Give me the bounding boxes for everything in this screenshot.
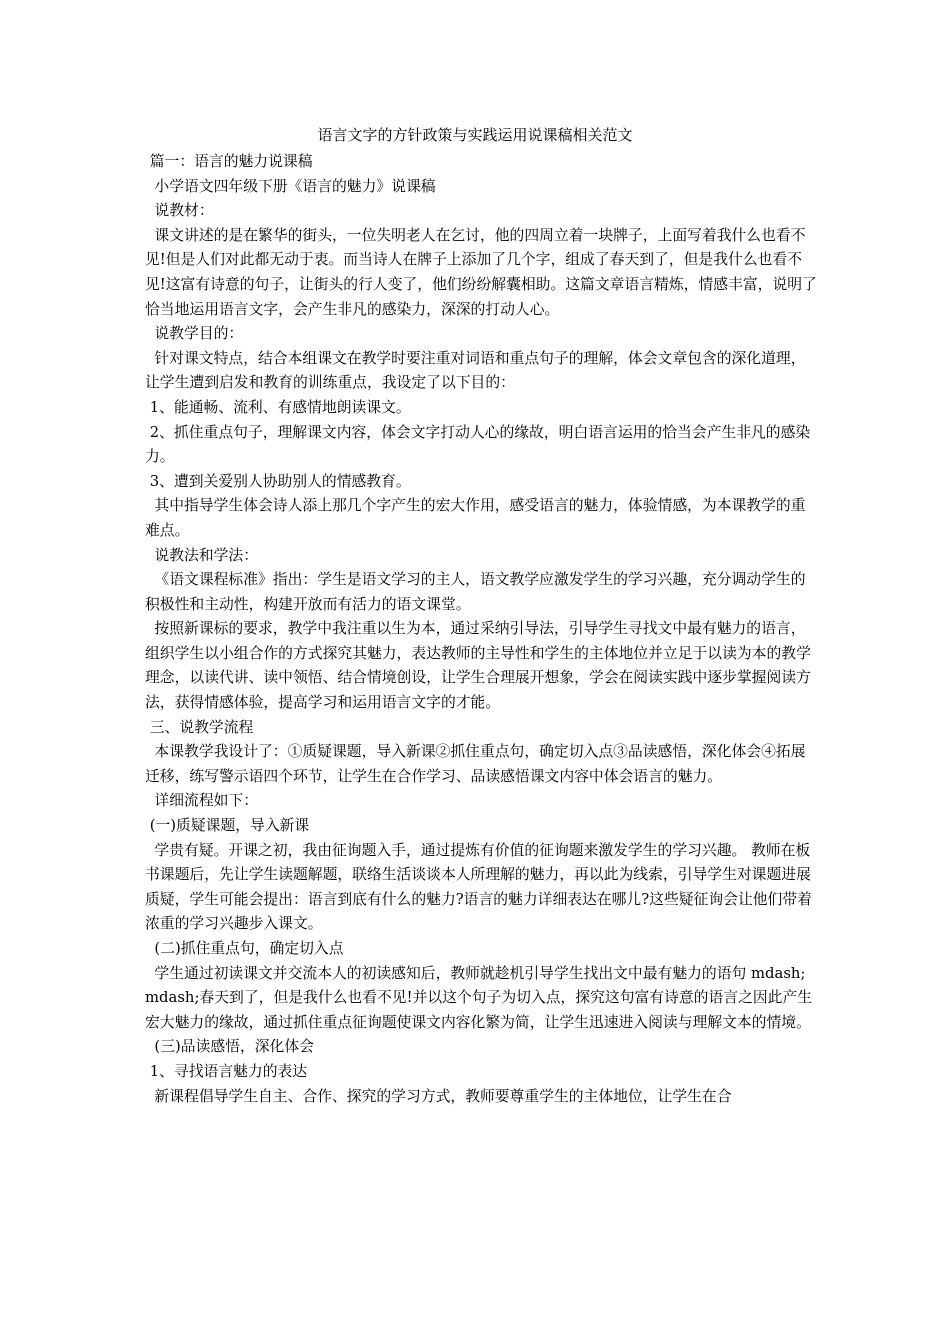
subsection-heading: (一)质疑课题，导入新课 — [145, 817, 310, 835]
paragraph: 针对课文特点，结合本组课文在教学时要注重对词语和重点句子的理解，体会文章包含的深化道理，让学生遭到启发和教育的训练重点，我设定了以下目的： — [145, 349, 806, 392]
paragraph: 详细流程如下： — [145, 792, 259, 810]
paragraph: 1、寻找语言魅力的表达 — [145, 1062, 308, 1080]
paragraph: 小学语文四年级下册《语言的魅力》说课稿 — [145, 177, 436, 195]
paragraph: 新课程倡导学生自主、合作、探究的学习方式，教师要尊重学生的主体地位，让学生在合 — [145, 1087, 732, 1105]
paragraph: 课文讲述的是在繁华的街头，一位失明老人在乞讨，他的四周立着一块牌子，上面写着我什么也看不见!但是人们对此都无动于衷。而当诗人在牌子上添加了几个字，组成了春天到了，但是我什么也看不见!这富有诗意的句子，让街头的行人变了，他们纷纷解囊相助。这篇文章语言精炼，情感丰富，说明了恰当地运用语言文字，会产生非凡的感染力，深深的打动人心。 — [145, 226, 817, 318]
paragraph: 说教材： — [145, 202, 214, 220]
paragraph: 学生通过初读课文并交流本人的初读感知后，教师就趁机引导学生找出文中最有魅力的语句 mdash;mdash;春天到了，但是我什么也看不见!并以这个句子为切入点，探究这句富有诗意的语言之因此产生宏大魅力的缘故，通过抓住重点征询题使课文内容化繁为简，让学生迅速进入阅读与理解文本的情境。 — [145, 964, 813, 1031]
paragraph: 说教学目的： — [145, 325, 244, 343]
paragraph: 说教法和学法： — [145, 546, 259, 564]
paragraph: 1、能通畅、流利、有感情地朗读课文。 — [145, 398, 411, 416]
paragraph: 按照新课标的要求，教学中我注重以生为本，通过采纳引导法，引导学生寻找文中最有魅力的语言，组织学生以小组合作的方式探究其魅力，表达教师的主导性和学生的主体地位并立足于以读为本的教学理念，以读代讲、读中领悟、结合情境创设，让学生合理展开想象，学会在阅读实践中逐步掌握阅读方法，获得情感体验，提高学习和运用语言文字的才能。 — [145, 620, 811, 712]
paragraph: 2、抓住重点句子，理解课文内容，体会文字打动人心的缘故，明白语言运用的恰当会产生非凡的感染力。 — [145, 423, 811, 466]
paragraph: 3、遭到关爱别人协助别人的情感教育。 — [145, 472, 411, 490]
paragraph: 学贵有疑。开课之初，我由征询题入手，通过提炼有价值的征询题来激发学生的学习兴趣。 教师在板书课题后，先让学生读题解题，联络生活谈谈本人所理解的魅力，再以此为线索，引导学生对课题进展质疑，学生可能会提出：语言到底有什么的魅力?语言的魅力详细表达在哪儿?这些疑征询会让他们带着浓重的学习兴趣步入课文。 — [145, 841, 812, 933]
section-heading: 三、说教学流程 — [145, 718, 254, 736]
paragraph: 篇一：语言的魅力说课稿 — [145, 153, 313, 170]
paragraph: 《语文课程标准》指出：学生是语文学习的主人，语文教学应激发学生的学习兴趣，充分调动学生的积极性和主动性，构建开放而有活力的语文课堂。 — [145, 571, 806, 613]
paragraph: 本课教学我设计了：①质疑课题，导入新课②抓住重点句，确定切入点③品读感悟，深化体会④拓展迁移，练写警示语四个环节，让学生在合作学习、品读感悟课文内容中体会语言的魅力。 — [145, 743, 806, 785]
subsection-heading: (二)抓住重点句，确定切入点 — [145, 940, 344, 957]
document-body — [145, 150, 817, 1109]
subsection-heading: (三)品读感悟，深化体会 — [145, 1038, 314, 1056]
document-title: 语言文字的方针政策与实践运用说课稿相关范文 — [317, 126, 633, 144]
paragraph: 其中指导学生体会诗人添上那几个字产生的宏大作用，感受语言的魅力，体验情感，为本课教学的重难点。 — [145, 497, 806, 539]
